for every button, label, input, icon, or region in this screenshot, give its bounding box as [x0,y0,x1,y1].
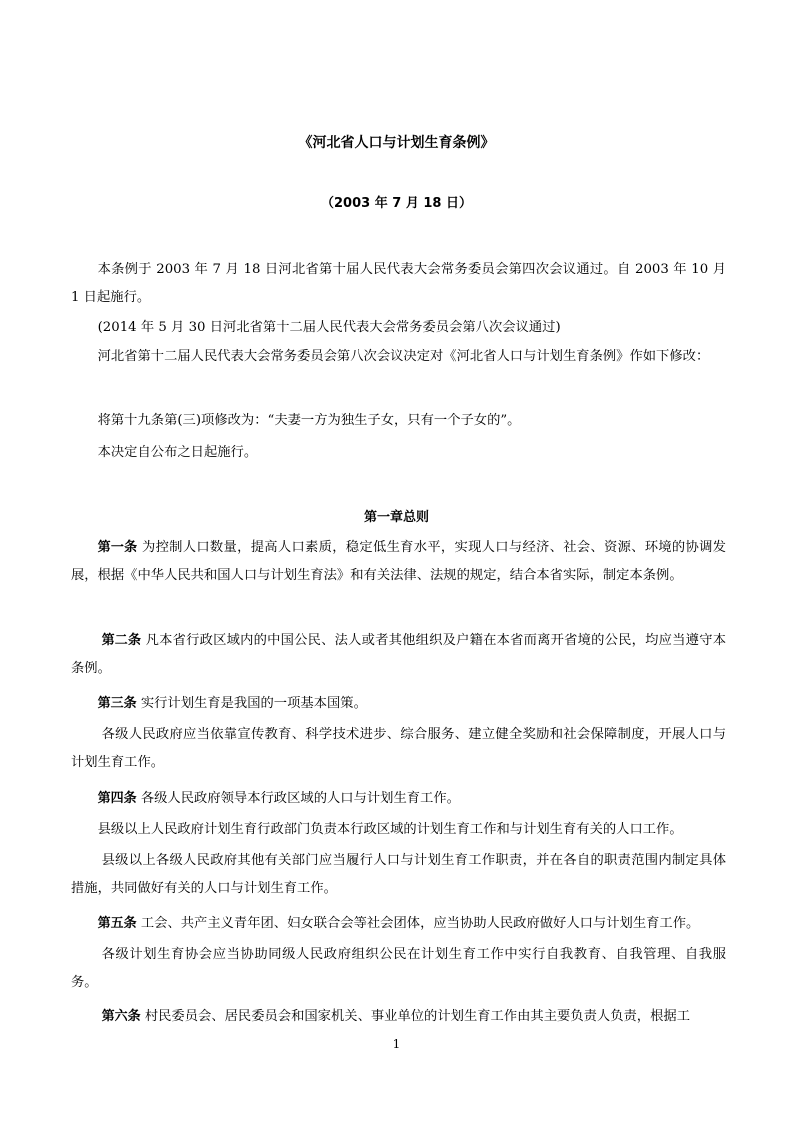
article-5-paragraph-2 [71,941,726,997]
article-text: 村民委员会、居民委员会和国家机关、事业单位的计划生育工作由其主要负责人负责，根据工 [140,1009,690,1024]
article-4-paragraph-2 [71,816,726,844]
article-3-paragraph-2 [71,721,726,777]
article-label: 第六条 [101,1009,141,1024]
preamble-paragraph-1: 本条例于 2003 年 7 月 18 日河北省第十届人民代表大会常务委员会第四次会议通过。自 2003 年 10 月 1 日起施行。 [71,262,726,305]
chapter-title: 第一章总则 [363,510,429,525]
article-label: 第一条 [97,540,138,555]
article-text: 实行计划生育是我国的一项基本国策。 [136,696,367,711]
preamble-paragraph-4: 将第十九条第(三)项修改为：“夫妻一方为独生子女，只有一个子女的”。 [97,413,521,428]
article-label: 第三条 [97,696,137,711]
page-number: 1 [392,1037,401,1051]
article-text: 县级以上各级人民政府其他有关部门应当履行人口与计划生育工作职责，并在各自的职责范围内制定具体措施，共同做好有关的人口与计划生育工作。 [71,853,726,896]
article-label: 第二条 [101,633,142,648]
preamble-paragraph-5: 本决定自公布之日起施行。 [97,445,258,460]
article-5 [71,910,726,938]
article-text: 各级人民政府领导本行政区域的人口与计划生育工作。 [136,791,460,806]
preamble-paragraph-3: 河北省第十二届人民代表大会常务委员会第八次会议决定对《河北省人口与计划生育条例》作如下修改： [97,349,710,364]
article-label: 第五条 [97,916,137,931]
article-text: 县级以上人民政府计划生育行政部门负责本行政区域的计划生育工作和与计划生育有关的人口工作。 [97,822,683,837]
document-title: 《河北省人口与计划生育条例》 [298,135,495,151]
article-6 [71,1003,726,1031]
article-text: 各级计划生育协会应当协助同级人民政府组织公民在计划生育工作中实行自我教育、自我管理、自我服务。 [71,947,726,990]
article-2 [71,627,726,683]
article-label: 第四条 [97,791,137,806]
article-4 [71,785,726,813]
preamble-paragraph-2: (2014 年 5 月 30 日河北省第十二届人民代表大会常务委员会第八次会议通过) [97,320,561,335]
article-text: 为控制人口数量，提高人口素质，稳定低生育水平，实现人口与经济、社会、资源、环境的协调发展，根据《中华人民共和国人口与计划生育法》和有关法律、法规的规定，结合本省实际，制定本条例。 [71,540,726,583]
document-date: （2003 年 7 月 18 日） [321,196,472,211]
article-3 [71,690,726,718]
article-text: 工会、共产主义青年团、妇女联合会等社会团体，应当协助人民政府做好人口与计划生育工作。 [136,916,700,931]
article-4-paragraph-3 [71,847,726,903]
article-text: 凡本省行政区域内的中国公民、法人或者其他组织及户籍在本省而离开省境的公民，均应当遵守本条例。 [71,633,726,676]
article-1 [71,534,726,590]
article-text: 各级人民政府应当依靠宣传教育、科学技术进步、综合服务、建立健全奖励和社会保障制度，开展人口与计划生育工作。 [71,727,726,770]
